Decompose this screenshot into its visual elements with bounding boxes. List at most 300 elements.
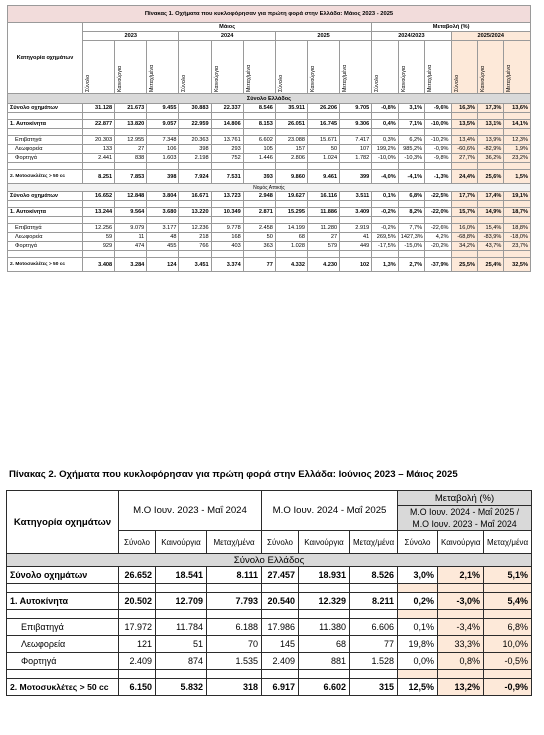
table-cell: -10,0% [425,120,451,129]
year-header: 2025 [275,32,371,41]
table-cell: -9,6% [425,104,451,113]
table-cell: -10,2% [425,136,451,145]
table-cell: 8.251 [83,170,115,184]
table-cell: 18,8% [504,224,531,233]
table-cell: 0,1% [372,192,398,201]
table-cell: 16.652 [83,192,115,201]
table-cell: 3,1% [398,104,424,113]
spacer-cell [425,251,451,258]
spacer-cell [147,251,179,258]
table-cell: -10,3% [398,154,424,163]
period-header: 2024/2023 [372,32,451,41]
table-cell: 11.380 [299,619,350,636]
period-1-header: Μ.Ο Ιουν. 2023 - Μαΐ 2024 [119,491,262,531]
table-cell: 9.057 [147,120,179,129]
table-cell: 21.673 [115,104,147,113]
table-cell: 1,3% [372,258,398,272]
row-label: Σύνολο οχημάτων [8,192,83,201]
table-cell: 12,3% [504,136,531,145]
spacer-cell [119,584,156,593]
spacer-cell [262,670,299,679]
table-cell: 36,2% [477,154,503,163]
table-cell: 59 [83,233,115,242]
column-header-label: Καινούργια [213,65,220,92]
column-header-label: Μεταχ/μένα [245,64,252,92]
spacer-row [8,217,531,224]
table-cell: 9.461 [308,170,340,184]
table-cell: 9.860 [275,170,307,184]
spacer-cell [115,113,147,120]
table-cell: 32,5% [504,258,531,272]
table-cell: 27.457 [262,567,299,584]
table-cell: 24,4% [451,170,477,184]
column-header: Καινούργια [438,531,484,554]
spacer-cell [211,201,243,208]
table-cell: 12.329 [299,593,350,610]
spacer-cell [308,201,340,208]
spacer-cell [451,217,477,224]
table-cell: 13,6% [504,104,531,113]
spacer-cell [340,163,372,170]
table-cell: 77 [350,636,398,653]
table-cell: 0,1% [398,619,438,636]
column-header-label: Σύνολο [374,74,381,92]
table-cell: 1.446 [243,154,275,163]
spacer-cell [398,251,424,258]
table-cell: 12.709 [156,593,207,610]
table-cell: 25,6% [477,170,503,184]
spacer-cell [147,129,179,136]
table-cell: -10,0% [372,154,398,163]
table-cell: 5,4% [484,593,532,610]
table-cell: -3,4% [438,619,484,636]
table-cell: 0,4% [372,120,398,129]
spacer-cell [484,610,532,619]
spacer-cell [425,217,451,224]
table-cell: 48 [147,233,179,242]
spacer-cell [308,163,340,170]
row-label: Φορτηγά [7,653,119,670]
table-cell: -0,9% [425,145,451,154]
spacer-cell [372,201,398,208]
table-cell: 6.602 [243,136,275,145]
table-cell: 12.955 [115,136,147,145]
spacer-cell [207,610,262,619]
table-cell: 20.303 [83,136,115,145]
table-cell: 17.986 [262,619,299,636]
table-cell: 107 [340,145,372,154]
table-cell: 9.705 [340,104,372,113]
table-row [7,567,532,584]
table-row [7,679,532,696]
spacer-cell [243,113,275,120]
table-row [8,192,531,201]
table-cell: 2,1% [438,567,484,584]
table-cell: 3.511 [340,192,372,201]
table-cell: 399 [340,170,372,184]
spacer-cell [243,217,275,224]
table-cell: 6.602 [299,679,350,696]
spacer-cell [451,201,477,208]
column-header [451,41,477,94]
table-cell: 8,2% [398,208,424,217]
table-cell: 13.820 [115,120,147,129]
table-cell: 474 [115,242,147,251]
table-cell: 218 [179,233,211,242]
spacer-cell [156,584,207,593]
column-header: Μεταχ/μένα [350,531,398,554]
table-cell: 874 [156,653,207,670]
table-cell: 18.541 [156,567,207,584]
table-cell: 13,2% [438,679,484,696]
table-cell: 403 [211,242,243,251]
column-header-label: Μεταχ/μένα [427,64,434,92]
table-cell: 13,5% [451,120,477,129]
table-cell: 17,4% [477,192,503,201]
year-header: 2024 [179,32,275,41]
column-header [179,41,211,94]
table-cell: 6,8% [484,619,532,636]
section-header: Νομός Αττικής [8,184,531,192]
spacer-cell [504,163,531,170]
table-cell: 1.535 [207,653,262,670]
column-header-label: Σύνολο [453,74,460,92]
table-row [8,170,531,184]
table-row [7,653,532,670]
period-2-header: Μ.Ο Ιουν. 2024 - Μαΐ 2025 [262,491,398,531]
spacer-cell [211,251,243,258]
table-cell: 13.761 [211,136,243,145]
table-cell: 26.652 [119,567,156,584]
column-header-label: Σύνολο [85,74,92,92]
table-cell: 6.606 [350,619,398,636]
table-cell: 393 [243,170,275,184]
spacer-row [7,584,532,593]
row-label: Σύνολο οχημάτων [8,104,83,113]
spacer-cell [83,251,115,258]
spacer-cell [398,113,424,120]
table-cell: 68 [275,233,307,242]
spacer-cell [308,217,340,224]
table-cell: 133 [83,145,115,154]
table-cell: 14.806 [211,120,243,129]
table-cell: 105 [243,145,275,154]
spacer-cell [451,113,477,120]
table-cell: 12.256 [83,224,115,233]
table-cell: 11 [115,233,147,242]
spacer-cell [308,129,340,136]
spacer-cell [372,251,398,258]
spacer-cell [398,584,438,593]
table-cell: 0,3% [372,136,398,145]
spacer-cell [115,251,147,258]
column-header-label: Μεταχ/μένα [506,64,513,92]
spacer-cell [211,129,243,136]
column-header [504,41,531,94]
row-label: Σύνολο οχημάτων [7,567,119,584]
table-row [8,136,531,145]
spacer-cell [147,163,179,170]
table-cell: 199,2% [372,145,398,154]
table-row [8,120,531,129]
column-header: Καινούργια [156,531,207,554]
column-header: Σύνολο [262,531,299,554]
spacer-cell [8,251,83,258]
table-cell: -82,9% [477,145,503,154]
spacer-cell [147,113,179,120]
table-cell: 17.972 [119,619,156,636]
table-cell: 13,1% [477,120,503,129]
spacer-cell [438,670,484,679]
table-cell: 70 [207,636,262,653]
table-cell: 13.244 [83,208,115,217]
spacer-cell [275,163,307,170]
spacer-cell [115,129,147,136]
table-row [8,104,531,113]
spacer-row [8,201,531,208]
table-cell: 3,0% [398,567,438,584]
spacer-cell [299,670,350,679]
year-header: 2023 [83,32,179,41]
table-cell: 22.959 [179,120,211,129]
row-label: 2. Μοτοσυκλέτες > 50 cc [8,170,83,184]
column-header [477,41,503,94]
row-label: 1. Αυτοκίνητα [7,593,119,610]
table-cell: 455 [147,242,179,251]
spacer-cell [147,201,179,208]
spacer-cell [398,163,424,170]
table-cell: 27,7% [451,154,477,163]
spacer-cell [7,584,119,593]
spacer-cell [275,129,307,136]
change-header: Μεταβολή (%) [398,491,532,506]
table-cell: 20.502 [119,593,156,610]
spacer-cell [425,163,451,170]
table-row [8,242,531,251]
spacer-cell [350,610,398,619]
table-cell: 2.458 [243,224,275,233]
table-cell: -15,0% [398,242,424,251]
table-row [7,593,532,610]
table-1 [7,5,531,272]
spacer-cell [398,129,424,136]
table-cell: 31.128 [83,104,115,113]
table-cell: 15.671 [308,136,340,145]
table-cell: -0,8% [372,104,398,113]
column-header [115,41,147,94]
table-cell: 398 [147,170,179,184]
table-cell: 15,4% [477,224,503,233]
table-cell: 50 [243,233,275,242]
table-cell: 293 [211,145,243,154]
table-cell: -3,0% [438,593,484,610]
table-cell: 9.778 [211,224,243,233]
column-header [83,41,115,94]
spacer-cell [425,113,451,120]
table-cell: 13,4% [451,136,477,145]
table-cell: 12.236 [179,224,211,233]
table-2 [6,490,532,696]
spacer-cell [477,113,503,120]
table-cell: 9.306 [340,120,372,129]
table-cell: -22,0% [425,208,451,217]
table-cell: 881 [299,653,350,670]
spacer-cell [83,113,115,120]
spacer-cell [451,251,477,258]
table-cell: 10.349 [211,208,243,217]
table-cell: 16,3% [451,104,477,113]
table-cell: 124 [147,258,179,272]
table-cell: 17,3% [477,104,503,113]
table-cell: 7.531 [211,170,243,184]
spacer-cell [8,129,83,136]
spacer-cell [115,163,147,170]
column-header-label: Καινούργια [479,65,486,92]
spacer-cell [299,584,350,593]
spacer-cell [398,670,438,679]
table-cell: 15.295 [275,208,307,217]
table-cell: 26.051 [275,120,307,129]
column-header-label: Καινούργια [310,65,316,92]
table-cell: 1,9% [504,145,531,154]
table-cell: 23.088 [275,136,307,145]
row-label: 2. Μοτοσυκλέτες > 50 cc [7,679,119,696]
table-cell: 1.603 [147,154,179,163]
table-cell: 25,4% [477,258,503,272]
spacer-cell [211,113,243,120]
spacer-cell [340,201,372,208]
row-label: Φορτηγά [8,242,83,251]
table-cell: 7.417 [340,136,372,145]
table-cell: 17,7% [451,192,477,201]
table-cell: 269,5% [372,233,398,242]
table-cell: 26.206 [308,104,340,113]
table-cell: -4,1% [398,170,424,184]
table-cell: 3.680 [147,208,179,217]
month-header: Μάιος [83,23,372,32]
table-cell: 4.230 [308,258,340,272]
table-cell: 106 [147,145,179,154]
table-cell: 14,1% [504,120,531,129]
spacer-cell [207,670,262,679]
table-cell: 3.409 [340,208,372,217]
table-cell: 7,7% [398,224,424,233]
table-cell: 3.804 [147,192,179,201]
table-cell: 10,0% [484,636,532,653]
table-row [8,258,531,272]
table-cell: 14.199 [275,224,307,233]
table-cell: 19.627 [275,192,307,201]
table-cell: 34,2% [451,242,477,251]
table-cell: 7.853 [115,170,147,184]
table-cell: 8.211 [350,593,398,610]
table-cell: 579 [308,242,340,251]
column-header: Μεταχ/μένα [207,531,262,554]
table-cell: 985,2% [398,145,424,154]
table-cell: 5.832 [156,679,207,696]
table-cell: 3.451 [179,258,211,272]
table-cell: 27 [115,145,147,154]
row-label: Επιβατηγά [8,136,83,145]
row-label: Επιβατηγά [8,224,83,233]
spacer-cell [504,129,531,136]
table-cell: 3.374 [211,258,243,272]
table-cell: -22,6% [425,224,451,233]
column-header [147,41,179,94]
table-cell: 4.332 [275,258,307,272]
table-cell: 102 [340,258,372,272]
table-cell: 2.409 [119,653,156,670]
table-cell: -0,2% [372,208,398,217]
table-cell: 6,8% [398,192,424,201]
spacer-cell [425,201,451,208]
spacer-cell [119,610,156,619]
spacer-cell [504,217,531,224]
table-cell: 0,0% [398,653,438,670]
spacer-cell [115,201,147,208]
table-cell: 77 [243,258,275,272]
spacer-cell [275,201,307,208]
table-cell: 6,2% [398,136,424,145]
table-cell: -20,2% [425,242,451,251]
table-cell: 7.793 [207,593,262,610]
column-header [425,41,451,94]
column-header-label: Μεταχ/μένα [149,64,156,92]
table-cell: 23,7% [504,242,531,251]
table-cell: 0,8% [438,653,484,670]
table-row [7,619,532,636]
table-cell: 68 [299,636,350,653]
column-header [340,41,372,94]
table-cell: 11.784 [156,619,207,636]
table-cell: 1.024 [308,154,340,163]
table-cell: 8.546 [243,104,275,113]
table-cell: 398 [179,145,211,154]
table-cell: 13.723 [211,192,243,201]
table-cell: 3.177 [147,224,179,233]
row-label: Επιβατηγά [7,619,119,636]
table-cell: 766 [179,242,211,251]
spacer-cell [211,163,243,170]
row-label: Λεωφορεία [7,636,119,653]
table-cell: 16.745 [308,120,340,129]
row-label: 1. Αυτοκίνητα [8,120,83,129]
spacer-cell [211,217,243,224]
spacer-cell [243,163,275,170]
table-cell: 16,0% [451,224,477,233]
table-cell: 16.116 [308,192,340,201]
table-cell: 6.150 [119,679,156,696]
change-period-header [398,506,532,531]
table-cell: 33,3% [438,636,484,653]
table-cell: 2.948 [243,192,275,201]
spacer-cell [8,113,83,120]
table-cell: 20.540 [262,593,299,610]
spacer-cell [275,113,307,120]
spacer-cell [8,163,83,170]
category-header: Κατηγορία οχημάτων [7,491,119,554]
spacer-cell [275,217,307,224]
column-header-label: Καινούργια [400,65,407,92]
table-cell: 14,9% [477,208,503,217]
table-cell: 11.280 [308,224,340,233]
table-cell: 19,1% [504,192,531,201]
table-cell: 15,7% [451,208,477,217]
spacer-cell [425,129,451,136]
table-cell: -68,8% [451,233,477,242]
table-cell: 7.348 [147,136,179,145]
table-cell: 22.337 [211,104,243,113]
